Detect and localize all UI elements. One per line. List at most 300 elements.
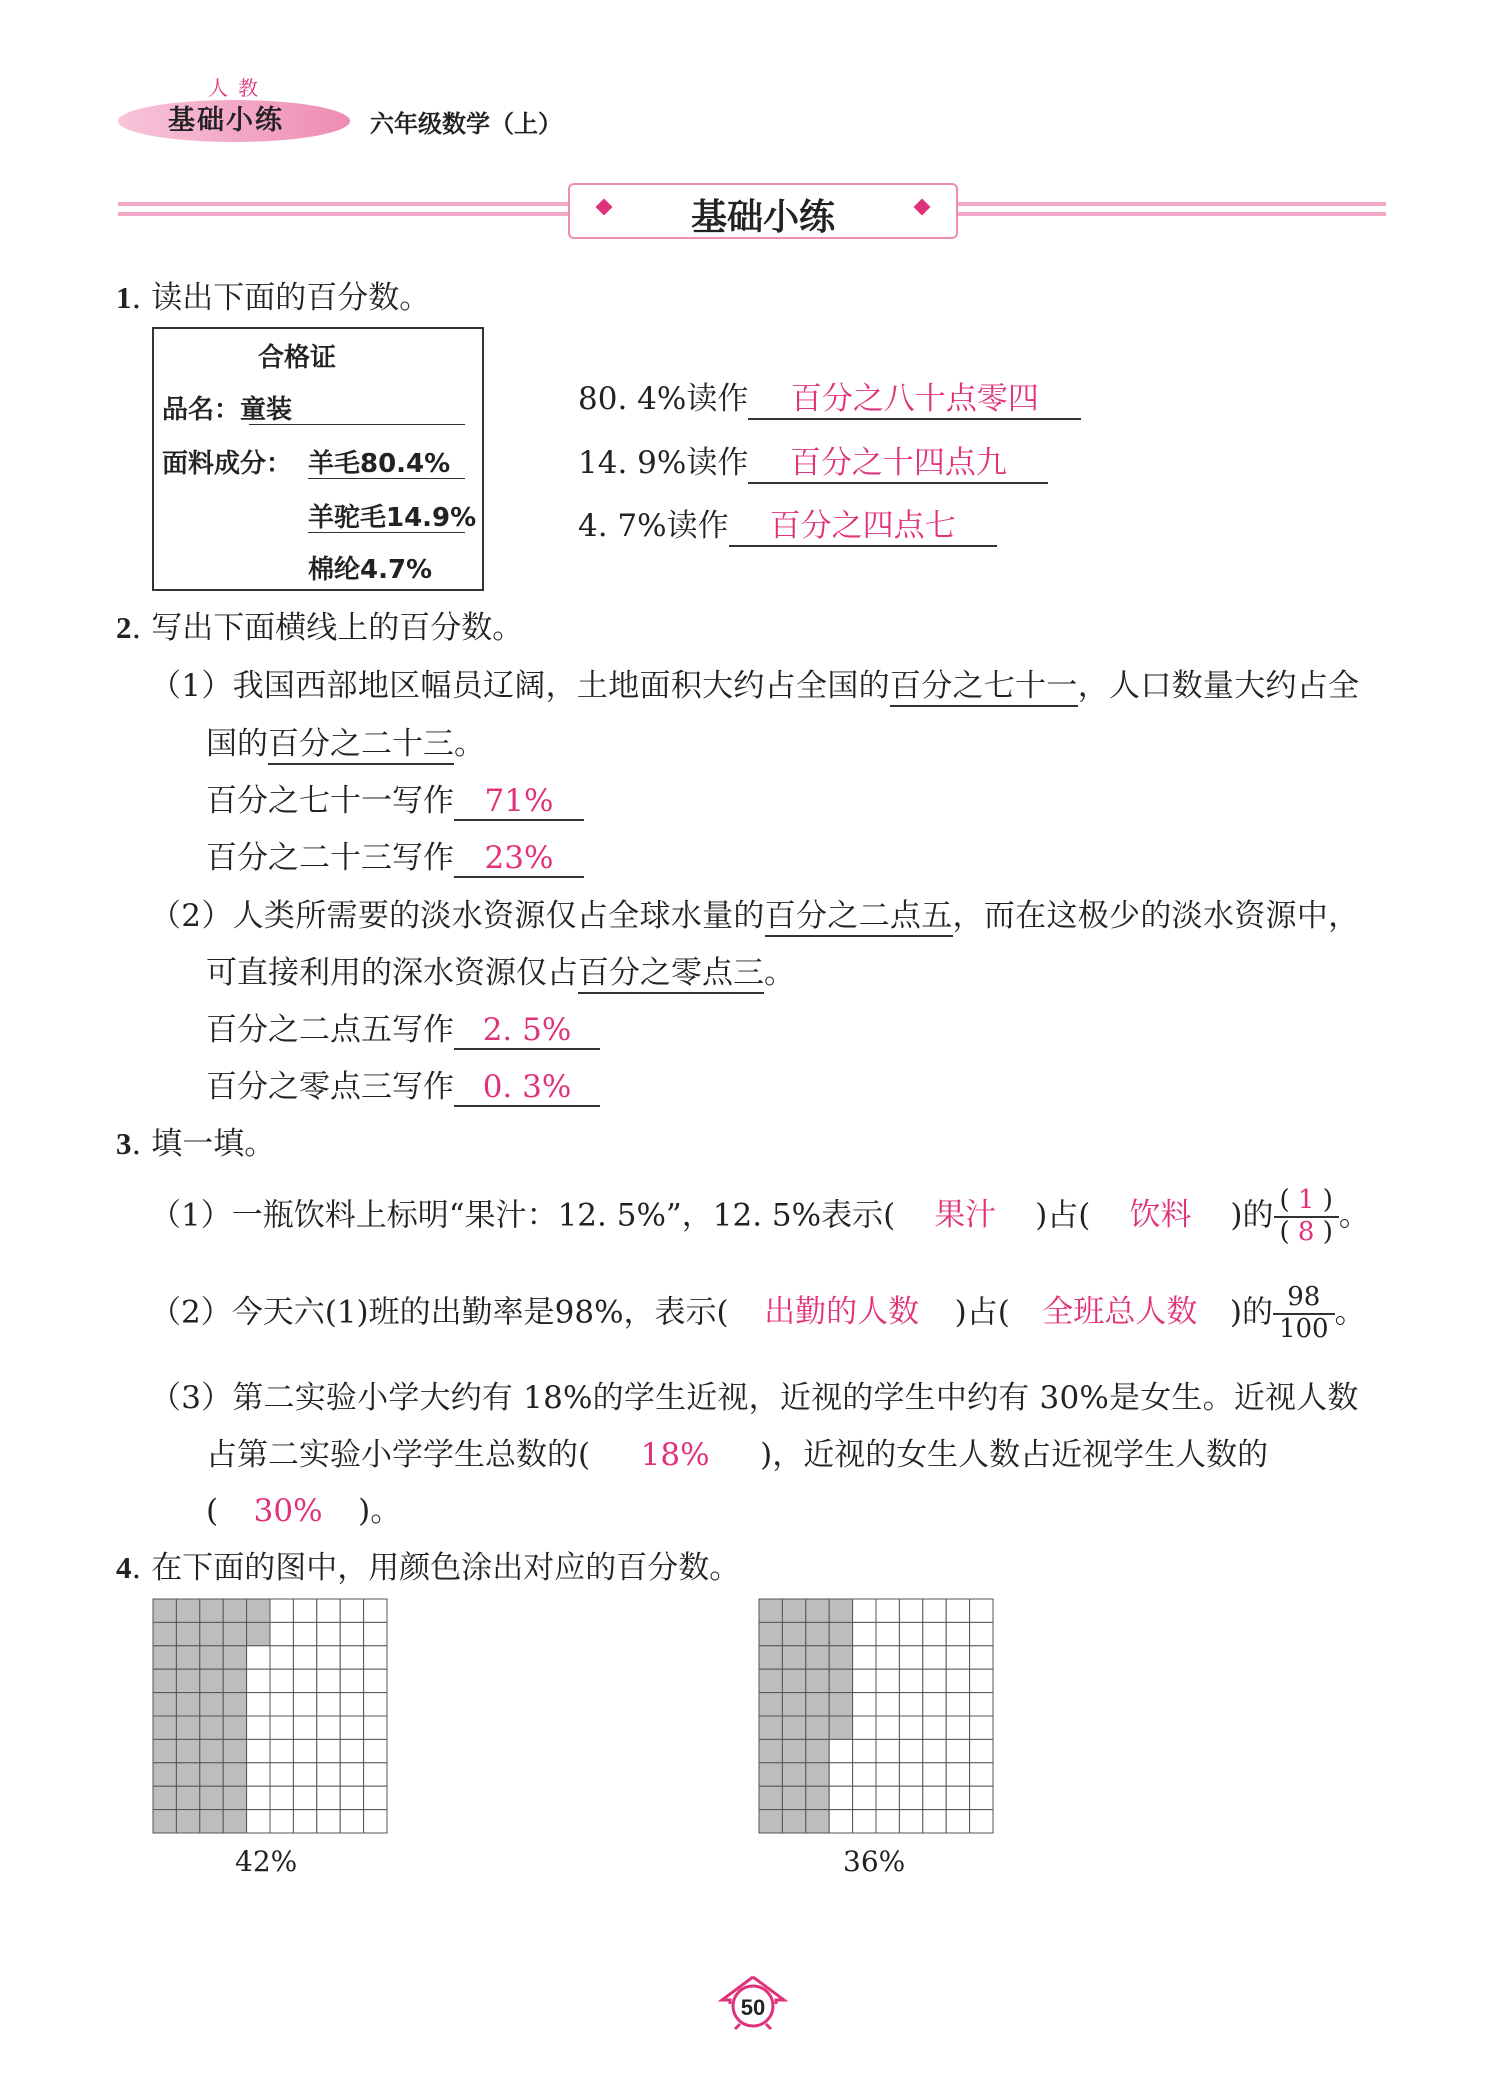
grid-cell [317,1786,340,1809]
answer: 1 [1297,1185,1315,1215]
grid-cell [317,1646,340,1669]
grid-cell [317,1599,340,1622]
grid-cell [340,1786,363,1809]
q2-p1-answer-b [206,832,584,878]
grid-cell [923,1622,946,1645]
underlined-text: 百分之零点三 [578,955,764,994]
fraction-denominator: 100 [1278,1313,1329,1344]
cert-fabric-label: 面料成分： [162,449,293,479]
shaded-cell [200,1716,223,1739]
grid-cell [946,1716,969,1739]
answer-blank: 果汁 [934,1197,997,1234]
text: （2）今天六(1)班的出勤率是98%，表示( [150,1294,729,1331]
grid-cell [970,1646,993,1669]
underlined-text: 百分之七十一 [890,668,1078,707]
shaded-cell [223,1716,246,1739]
shaded-cell [223,1763,246,1786]
q3-s3-line1: （3）第二实验小学大约有 18%的学生近视，近视的学生中约有 30%是女生。近视人数 [150,1380,1359,1416]
grid-cell [247,1786,270,1809]
grid-cell [317,1622,340,1645]
fraction [1274,1186,1339,1248]
grid-cell [317,1716,340,1739]
q1-item-1 [578,373,1081,420]
shaded-cell [806,1669,829,1692]
grid-cell [946,1669,969,1692]
grid-cell [270,1739,293,1762]
grid-cell [946,1622,969,1645]
grid-cell [364,1622,387,1645]
shaded-cell [176,1786,199,1809]
grid-cell [876,1669,899,1692]
grid-cell [317,1669,340,1692]
grid-cell [364,1763,387,1786]
q2-prompt [116,602,523,647]
q3-s3-line3 [206,1485,401,1530]
grid-cell [293,1786,316,1809]
item-lead: 14. 9%读作 [578,445,749,481]
answer-blank: 百分之四点七 [729,500,997,547]
shaded-cell [782,1599,805,1622]
shaded-cell [806,1739,829,1762]
grid-cell [247,1693,270,1716]
shaded-cell [200,1763,223,1786]
q3-s1 [150,1186,1370,1248]
grid-cell [876,1716,899,1739]
shaded-cell [782,1716,805,1739]
shaded-cell [200,1599,223,1622]
grid-cell [270,1669,293,1692]
shaded-cell [200,1646,223,1669]
grid-cell [853,1669,876,1692]
shaded-cell [200,1669,223,1692]
grid-cell [923,1693,946,1716]
grid-cell [923,1810,946,1833]
q1-item-2 [578,437,1048,484]
shaded-cell [153,1646,176,1669]
grid-cell [853,1810,876,1833]
text: ( [206,1493,219,1529]
text: )的 [1229,1294,1273,1331]
text: 百分之零点三写作 [206,1069,454,1105]
grid-cell [853,1599,876,1622]
text: 。 [454,726,485,762]
fraction [1273,1283,1335,1345]
grid-cell [876,1739,899,1762]
grid-cell [946,1810,969,1833]
cert-name: 品名：童装 [162,395,293,425]
shaded-cell [153,1739,176,1762]
text: 占第二实验小学学生总数的( [206,1437,591,1473]
grid-cell [829,1786,852,1809]
shaded-cell [176,1622,199,1645]
text: 。 [1338,1197,1370,1234]
text: 百分之二点五写作 [206,1012,454,1048]
grid-cell [270,1646,293,1669]
percent-grid-1 [152,1598,388,1834]
grid-cell [853,1786,876,1809]
cert-title: 合格证 [258,343,337,373]
q3-s3-line2 [206,1429,1268,1474]
grid-cell [970,1786,993,1809]
grid-cell [899,1622,922,1645]
shaded-cell [153,1669,176,1692]
grid-cell [317,1739,340,1762]
grid-cell [970,1693,993,1716]
grid-cell [364,1716,387,1739]
shaded-cell [782,1786,805,1809]
shaded-cell [829,1693,852,1716]
text: （1）我国西部地区幅员辽阔，土地面积大约占全国的 [150,668,890,704]
text: 。 [764,955,795,991]
grid-cell [293,1693,316,1716]
grid-cell [270,1622,293,1645]
page-number: 50 [740,1995,766,2020]
answer-blank: 百分之八十点零四 [748,373,1081,420]
q3-s2 [150,1283,1366,1345]
text: )占( [1035,1197,1091,1234]
grid-cell [364,1810,387,1833]
q2-p1-line1 [150,660,1359,705]
grid-cell [876,1786,899,1809]
q4-prompt [116,1542,740,1587]
grid-cell [340,1810,363,1833]
shaded-cell [806,1786,829,1809]
text: 国的 [206,726,268,762]
answer-blank: 出勤的人数 [764,1294,920,1331]
shaded-cell [806,1599,829,1622]
shaded-cell [200,1693,223,1716]
grid-2-label: 36% [843,1845,906,1878]
shaded-cell [782,1693,805,1716]
shaded-cell [247,1622,270,1645]
grid-cell [899,1716,922,1739]
shaded-cell [782,1739,805,1762]
grid-cell [946,1646,969,1669]
shaded-cell [223,1622,246,1645]
text: )占( [954,1294,1010,1331]
underlined-text: 百分之二十三 [268,726,454,765]
grid-cell [340,1669,363,1692]
text: ，人口数量大约占全 [1077,668,1360,704]
text: )。 [358,1493,402,1529]
q2-p2-answer-a [206,1004,600,1050]
cert-fabric-2: 羊驼毛14.9% [308,503,477,533]
grid-cell [970,1622,993,1645]
shaded-cell [759,1599,782,1622]
shaded-cell [223,1669,246,1692]
fraction-numerator: ( 1 ) [1274,1186,1339,1218]
shaded-cell [223,1646,246,1669]
shaded-cell [153,1693,176,1716]
grid-cell [923,1763,946,1786]
shaded-cell [223,1810,246,1833]
grid-cell [876,1599,899,1622]
q2-p1-answer-a [206,775,584,821]
grid-cell [876,1646,899,1669]
shaded-cell [829,1716,852,1739]
text: 。 [1334,1294,1366,1331]
grid-cell [340,1646,363,1669]
shaded-cell [153,1810,176,1833]
answer-blank: 饮料 [1129,1197,1192,1234]
grid-cell [946,1763,969,1786]
grid-cell [270,1693,293,1716]
grid-cell [899,1763,922,1786]
grid-cell [853,1646,876,1669]
shaded-cell [176,1693,199,1716]
q1-prompt [116,272,430,317]
grid-cell [899,1739,922,1762]
grid-cell [923,1786,946,1809]
grid-cell [946,1786,969,1809]
shaded-cell [153,1599,176,1622]
cert-rule [249,424,465,425]
grid-cell [364,1669,387,1692]
grid-cell [923,1716,946,1739]
grid-cell [270,1810,293,1833]
grid-cell [899,1693,922,1716]
grid-cell [247,1646,270,1669]
shaded-cell [829,1599,852,1622]
grid-cell [340,1763,363,1786]
text: )的 [1230,1197,1274,1234]
text: ，而在这极少的淡水资源中， [952,898,1360,934]
cert-fabric-1: 羊毛80.4% [308,449,451,479]
grid-cell [364,1646,387,1669]
answer-blank: 2. 5% [454,1012,600,1050]
grid-cell [899,1669,922,1692]
grid-cell [293,1739,316,1762]
q2-p2-answer-b [206,1061,600,1107]
grid-cell [923,1739,946,1762]
answer-blank: 百分之十四点九 [748,437,1048,484]
shaded-cell [223,1739,246,1762]
page-number-badge [718,1974,788,2030]
fraction-numerator: 98 [1273,1283,1335,1315]
cert-rule [308,532,465,533]
cert-rule [308,478,465,479]
answer-blank: 全班总人数 [1042,1294,1198,1331]
shaded-cell [223,1786,246,1809]
shaded-cell [153,1786,176,1809]
grid-cell [293,1763,316,1786]
grid-cell [293,1599,316,1622]
shaded-cell [176,1763,199,1786]
shaded-cell [200,1786,223,1809]
shaded-cell [759,1810,782,1833]
shaded-cell [806,1763,829,1786]
answer-blank: 18% [640,1437,710,1473]
grid-cell [876,1622,899,1645]
grid-cell [293,1716,316,1739]
shaded-cell [153,1763,176,1786]
q2-p2-line1 [150,890,1359,935]
grid-cell [970,1599,993,1622]
grid-cell [247,1669,270,1692]
q1-item-3 [578,500,997,547]
text: （2）人类所需要的淡水资源仅占全球水量的 [150,898,765,934]
grid-cell [340,1622,363,1645]
shaded-cell [782,1646,805,1669]
book-subtitle: 六年级数学（上） [370,110,562,138]
shaded-cell [176,1599,199,1622]
grid-cell [899,1646,922,1669]
text: 百分之二十三写作 [206,840,454,876]
grid-1-label: 42% [235,1845,298,1878]
grid-cell [876,1763,899,1786]
q2-p1-line2 [206,718,485,763]
shaded-cell [759,1786,782,1809]
grid-cell [364,1739,387,1762]
shaded-cell [176,1646,199,1669]
item-lead: 4. 7%读作 [578,508,729,544]
grid-cell [340,1693,363,1716]
grid-cell [899,1786,922,1809]
grid-cell [247,1763,270,1786]
grid-cell [899,1599,922,1622]
grid-cell [364,1693,387,1716]
grid-cell [270,1716,293,1739]
cert-fabric-3: 棉纶4.7% [308,555,433,585]
shaded-cell [223,1693,246,1716]
q1-text: . 读出下面的百分数。 [131,280,431,316]
text: )，近视的女生人数占近视学生人数的 [760,1437,1269,1473]
q1-number: 1 [116,280,132,315]
brand-title: 基础小练 [168,105,284,136]
q3-number: 3 [116,1126,132,1161]
grid-cell [923,1669,946,1692]
grid-cell [829,1763,852,1786]
certificate-box [152,327,484,591]
shaded-cell [829,1646,852,1669]
q3-text: . 填一填。 [131,1126,276,1162]
shaded-cell [829,1669,852,1692]
shaded-cell [247,1599,270,1622]
grid-cell [340,1716,363,1739]
section-title-box [568,183,958,239]
shaded-cell [200,1622,223,1645]
grid-cell [829,1810,852,1833]
grid-cell [340,1739,363,1762]
shaded-cell [176,1810,199,1833]
grid-cell [317,1693,340,1716]
shaded-cell [759,1646,782,1669]
shaded-cell [153,1716,176,1739]
shaded-cell [806,1716,829,1739]
answer-blank: 23% [454,840,584,878]
item-lead: 80. 4%读作 [578,381,749,417]
grid-cell [853,1693,876,1716]
shaded-cell [782,1669,805,1692]
fraction-denominator: ( 8 ) [1279,1216,1333,1247]
shaded-cell [782,1622,805,1645]
q2-text: . 写出下面横线上的百分数。 [131,610,524,646]
grid-cell [853,1763,876,1786]
grid-cell [340,1599,363,1622]
grid-cell [247,1716,270,1739]
grid-cell [970,1810,993,1833]
grid-cell [293,1646,316,1669]
percent-grid-2 [758,1598,994,1834]
q4-number: 4 [116,1550,132,1585]
grid-cell [293,1669,316,1692]
text: 可直接利用的深水资源仅占 [206,955,578,991]
shaded-cell [829,1622,852,1645]
grid-cell [899,1810,922,1833]
shaded-cell [200,1810,223,1833]
answer: 8 [1297,1216,1315,1247]
shaded-cell [759,1693,782,1716]
answer-blank: 71% [454,783,584,821]
grid-cell [853,1716,876,1739]
grid-cell [247,1739,270,1762]
grid-cell [247,1810,270,1833]
grid-cell [970,1763,993,1786]
shaded-cell [759,1763,782,1786]
shaded-cell [759,1669,782,1692]
grid-cell [946,1739,969,1762]
underlined-text: 百分之二点五 [765,898,953,937]
shaded-cell [806,1693,829,1716]
grid-cell [293,1622,316,1645]
shaded-cell [806,1646,829,1669]
grid-cell [876,1810,899,1833]
shaded-cell [759,1716,782,1739]
q3-prompt [116,1118,275,1163]
text: （1）一瓶饮料上标明“果汁：12. 5%”，12. 5%表示( [150,1197,896,1234]
answer-blank: 30% [253,1493,323,1529]
grid-cell [317,1763,340,1786]
grid-cell [946,1599,969,1622]
shaded-cell [153,1622,176,1645]
shaded-cell [782,1810,805,1833]
q2-p2-line2 [206,947,795,992]
grid-cell [970,1669,993,1692]
shaded-cell [223,1599,246,1622]
grid-cell [946,1693,969,1716]
grid-cell [317,1810,340,1833]
shaded-cell [176,1739,199,1762]
shaded-cell [806,1622,829,1645]
grid-cell [970,1716,993,1739]
shaded-cell [759,1622,782,1645]
grid-cell [270,1786,293,1809]
grid-cell [923,1646,946,1669]
grid-cell [853,1622,876,1645]
grid-cell [876,1693,899,1716]
grid-cell [829,1739,852,1762]
grid-cell [853,1739,876,1762]
grid-cell [293,1810,316,1833]
shaded-cell [176,1716,199,1739]
q4-text: . 在下面的图中，用颜色涂出对应的百分数。 [131,1550,741,1586]
shaded-cell [782,1763,805,1786]
answer-blank: 0. 3% [454,1069,600,1107]
q2-number: 2 [116,610,132,645]
grid-cell [270,1599,293,1622]
brand-top: 人教 [208,76,268,100]
grid-cell [970,1739,993,1762]
text: 百分之七十一写作 [206,783,454,819]
grid-cell [364,1599,387,1622]
grid-cell [270,1763,293,1786]
shaded-cell [806,1810,829,1833]
shaded-cell [176,1669,199,1692]
grid-cell [923,1599,946,1622]
shaded-cell [200,1739,223,1762]
shaded-cell [759,1739,782,1762]
grid-cell [364,1786,387,1809]
